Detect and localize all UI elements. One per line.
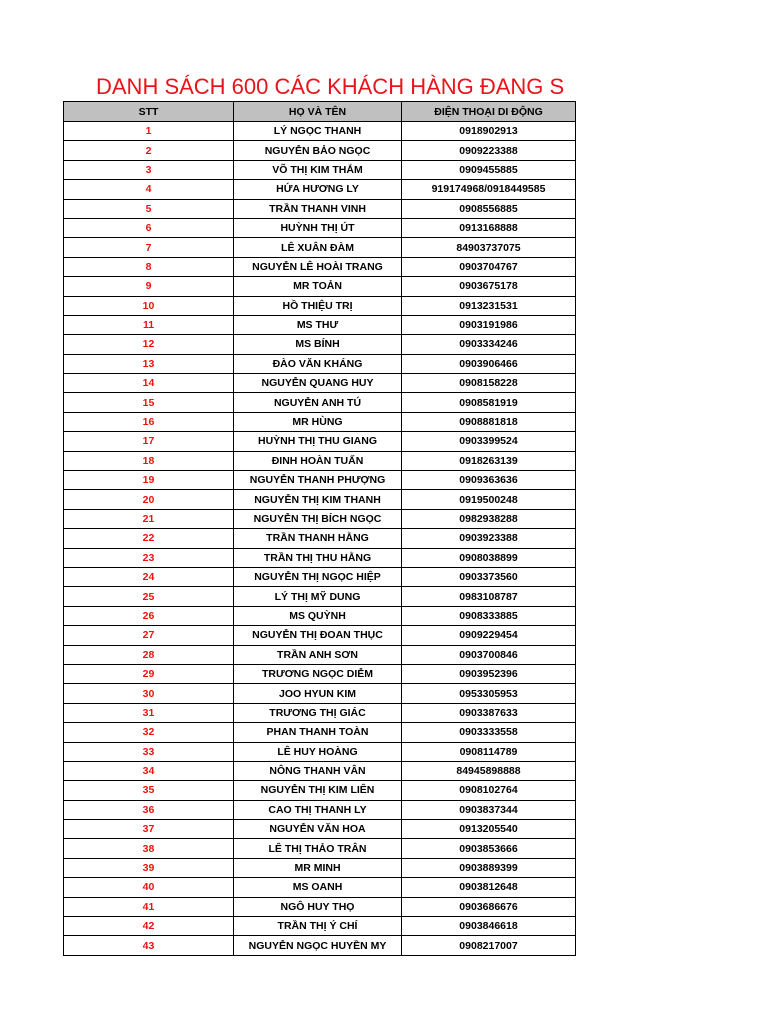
row-number: 40	[64, 878, 234, 897]
phone-number: 0903846618	[402, 917, 576, 936]
table-row	[64, 432, 576, 451]
row-number: 3	[64, 160, 234, 179]
row-number: 14	[64, 374, 234, 393]
customer-name: MS OANH	[234, 878, 402, 897]
phone-number: 0903952396	[402, 664, 576, 683]
table-row	[64, 917, 576, 936]
phone-number: 0903812648	[402, 878, 576, 897]
phone-number: 0918263139	[402, 451, 576, 470]
customer-name: NGUYỄN NGỌC HUYỀN MY	[234, 936, 402, 955]
phone-number: 0903373560	[402, 567, 576, 586]
customer-name: NGUYỄN ANH TÚ	[234, 393, 402, 412]
customer-name: HỒ THIỆU TRỊ	[234, 296, 402, 315]
row-number: 22	[64, 529, 234, 548]
customer-table	[63, 101, 576, 956]
row-number: 15	[64, 393, 234, 412]
table-header-row	[64, 102, 576, 122]
row-number: 43	[64, 936, 234, 955]
row-number: 41	[64, 897, 234, 916]
phone-number: 0908102764	[402, 781, 576, 800]
phone-number: 0903399524	[402, 432, 576, 451]
customer-name: TRẦN THANH VINH	[234, 199, 402, 218]
column-header-phone: ĐIỆN THOẠI DI ĐỘNG	[402, 102, 576, 122]
table-row	[64, 141, 576, 160]
customer-name: HỨA HƯƠNG LY	[234, 180, 402, 199]
row-number: 33	[64, 742, 234, 761]
phone-number: 0953305953	[402, 684, 576, 703]
customer-name: LÊ THỊ THẢO TRÂN	[234, 839, 402, 858]
row-number: 17	[64, 432, 234, 451]
phone-number: 0903853666	[402, 839, 576, 858]
customer-name: TRẦN THỊ THU HẰNG	[234, 548, 402, 567]
customer-name: NGUYỄN BẢO NGỌC	[234, 141, 402, 160]
table-row	[64, 723, 576, 742]
customer-name: NGUYỄN THỊ KIM LIÊN	[234, 781, 402, 800]
row-number: 9	[64, 277, 234, 296]
phone-number: 0903334246	[402, 335, 576, 354]
table-row	[64, 412, 576, 431]
table-body	[64, 122, 576, 956]
customer-name: NGUYỄN VĂN HOA	[234, 820, 402, 839]
row-number: 34	[64, 761, 234, 780]
row-number: 42	[64, 917, 234, 936]
column-header-stt: STT	[64, 102, 234, 122]
table-row	[64, 471, 576, 490]
table-row	[64, 218, 576, 237]
customer-name: VÕ THỊ KIM THẮM	[234, 160, 402, 179]
phone-number: 0908038899	[402, 548, 576, 567]
phone-number: 0903837344	[402, 800, 576, 819]
table-row	[64, 160, 576, 179]
row-number: 11	[64, 315, 234, 334]
phone-number: 0918902913	[402, 122, 576, 141]
customer-name: LÝ NGỌC THANH	[234, 122, 402, 141]
table-row	[64, 626, 576, 645]
table-row	[64, 529, 576, 548]
table-row	[64, 820, 576, 839]
customer-name: NGUYỄN THANH PHƯỢNG	[234, 471, 402, 490]
row-number: 8	[64, 257, 234, 276]
phone-number: 0908581919	[402, 393, 576, 412]
phone-number: 0908881818	[402, 412, 576, 431]
row-number: 2	[64, 141, 234, 160]
table-row	[64, 839, 576, 858]
row-number: 4	[64, 180, 234, 199]
table-row	[64, 800, 576, 819]
row-number: 1	[64, 122, 234, 141]
phone-number: 0913231531	[402, 296, 576, 315]
customer-name: TRƯƠNG THỊ GIÁC	[234, 703, 402, 722]
table-row	[64, 180, 576, 199]
row-number: 16	[64, 412, 234, 431]
phone-number: 0903700846	[402, 645, 576, 664]
row-number: 27	[64, 626, 234, 645]
phone-number: 0903333558	[402, 723, 576, 742]
phone-number: 0903675178	[402, 277, 576, 296]
phone-number: 0908114789	[402, 742, 576, 761]
table-row	[64, 587, 576, 606]
customer-name: MR TOẢN	[234, 277, 402, 296]
phone-number: 0908217007	[402, 936, 576, 955]
customer-name: MS BÍNH	[234, 335, 402, 354]
customer-name: TRẦN THỊ Ý CHÍ	[234, 917, 402, 936]
table-row	[64, 684, 576, 703]
customer-name: NGUYỄN LÊ HOÀI TRANG	[234, 257, 402, 276]
column-header-name: HỌ VÀ TÊN	[234, 102, 402, 122]
table-row	[64, 858, 576, 877]
phone-number: 84945898888	[402, 761, 576, 780]
customer-name: TRƯƠNG NGỌC DIỄM	[234, 664, 402, 683]
table-row	[64, 742, 576, 761]
phone-number: 0909455885	[402, 160, 576, 179]
row-number: 31	[64, 703, 234, 722]
customer-name: LÝ THỊ MỸ DUNG	[234, 587, 402, 606]
table-row	[64, 567, 576, 586]
customer-name: TRẦN ANH SƠN	[234, 645, 402, 664]
table-row	[64, 703, 576, 722]
row-number: 12	[64, 335, 234, 354]
customer-name: TRẦN THANH HẰNG	[234, 529, 402, 548]
row-number: 5	[64, 199, 234, 218]
table-row	[64, 277, 576, 296]
row-number: 37	[64, 820, 234, 839]
row-number: 38	[64, 839, 234, 858]
row-number: 21	[64, 509, 234, 528]
phone-number: 0919500248	[402, 490, 576, 509]
customer-name: LÊ XUÂN ĐÀM	[234, 238, 402, 257]
phone-number: 0903387633	[402, 703, 576, 722]
phone-number: 0982938288	[402, 509, 576, 528]
row-number: 13	[64, 354, 234, 373]
table-row	[64, 199, 576, 218]
row-number: 39	[64, 858, 234, 877]
phone-number: 0903686676	[402, 897, 576, 916]
table-row	[64, 761, 576, 780]
phone-number: 0913168888	[402, 218, 576, 237]
row-number: 30	[64, 684, 234, 703]
customer-name: MS QUỲNH	[234, 606, 402, 625]
customer-name: CAO THỊ THANH LY	[234, 800, 402, 819]
phone-number: 0903923388	[402, 529, 576, 548]
customer-name: NGUYỄN THỊ ĐOAN THỤC	[234, 626, 402, 645]
customer-name: ĐINH HOÀN TUẤN	[234, 451, 402, 470]
customer-name: NGUYỄN THỊ BÍCH NGỌC	[234, 509, 402, 528]
phone-number: 0909229454	[402, 626, 576, 645]
phone-number: 0983108787	[402, 587, 576, 606]
table-row	[64, 354, 576, 373]
row-number: 35	[64, 781, 234, 800]
document-title: DANH SÁCH 600 CÁC KHÁCH HÀNG ĐANG S	[96, 74, 565, 99]
table-row	[64, 122, 576, 141]
phone-number: 0909223388	[402, 141, 576, 160]
row-number: 24	[64, 567, 234, 586]
phone-number: 0908333885	[402, 606, 576, 625]
row-number: 36	[64, 800, 234, 819]
table-row	[64, 878, 576, 897]
customer-name: LÊ HUY HOÀNG	[234, 742, 402, 761]
row-number: 10	[64, 296, 234, 315]
table-row	[64, 374, 576, 393]
row-number: 23	[64, 548, 234, 567]
customer-name: NGUYỄN THỊ NGỌC HIỆP	[234, 567, 402, 586]
table-row	[64, 296, 576, 315]
row-number: 25	[64, 587, 234, 606]
customer-name: NGÔ HUY THỌ	[234, 897, 402, 916]
phone-number: 84903737075	[402, 238, 576, 257]
row-number: 28	[64, 645, 234, 664]
table-row	[64, 335, 576, 354]
phone-number: 919174968/0918449585	[402, 180, 576, 199]
row-number: 18	[64, 451, 234, 470]
table-row	[64, 664, 576, 683]
table-row	[64, 509, 576, 528]
table-row	[64, 548, 576, 567]
row-number: 20	[64, 490, 234, 509]
table-row	[64, 238, 576, 257]
customer-name: MR MINH	[234, 858, 402, 877]
table-row	[64, 490, 576, 509]
table-row	[64, 897, 576, 916]
table-row	[64, 315, 576, 334]
table-row	[64, 645, 576, 664]
phone-number: 0903889399	[402, 858, 576, 877]
phone-number: 0903906466	[402, 354, 576, 373]
phone-number: 0909363636	[402, 471, 576, 490]
table-row	[64, 781, 576, 800]
customer-name: HUỲNH THỊ THU GIANG	[234, 432, 402, 451]
customer-name: MR HÙNG	[234, 412, 402, 431]
table-row	[64, 606, 576, 625]
phone-number: 0913205540	[402, 820, 576, 839]
row-number: 29	[64, 664, 234, 683]
row-number: 7	[64, 238, 234, 257]
customer-name: HUỲNH THỊ ÚT	[234, 218, 402, 237]
row-number: 32	[64, 723, 234, 742]
customer-name: MS THƯ	[234, 315, 402, 334]
table-row	[64, 257, 576, 276]
table-row	[64, 393, 576, 412]
row-number: 26	[64, 606, 234, 625]
table-row	[64, 936, 576, 955]
phone-number: 0908556885	[402, 199, 576, 218]
table-row	[64, 451, 576, 470]
row-number: 19	[64, 471, 234, 490]
phone-number: 0903704767	[402, 257, 576, 276]
customer-name: JOO HYUN KIM	[234, 684, 402, 703]
customer-name: NÔNG THANH VÂN	[234, 761, 402, 780]
phone-number: 0908158228	[402, 374, 576, 393]
row-number: 6	[64, 218, 234, 237]
customer-name: NGUYỄN THỊ KIM THANH	[234, 490, 402, 509]
phone-number: 0903191986	[402, 315, 576, 334]
customer-name: ĐÀO VĂN KHÁNG	[234, 354, 402, 373]
customer-name: NGUYỄN QUANG HUY	[234, 374, 402, 393]
customer-name: PHAN THANH TOÀN	[234, 723, 402, 742]
